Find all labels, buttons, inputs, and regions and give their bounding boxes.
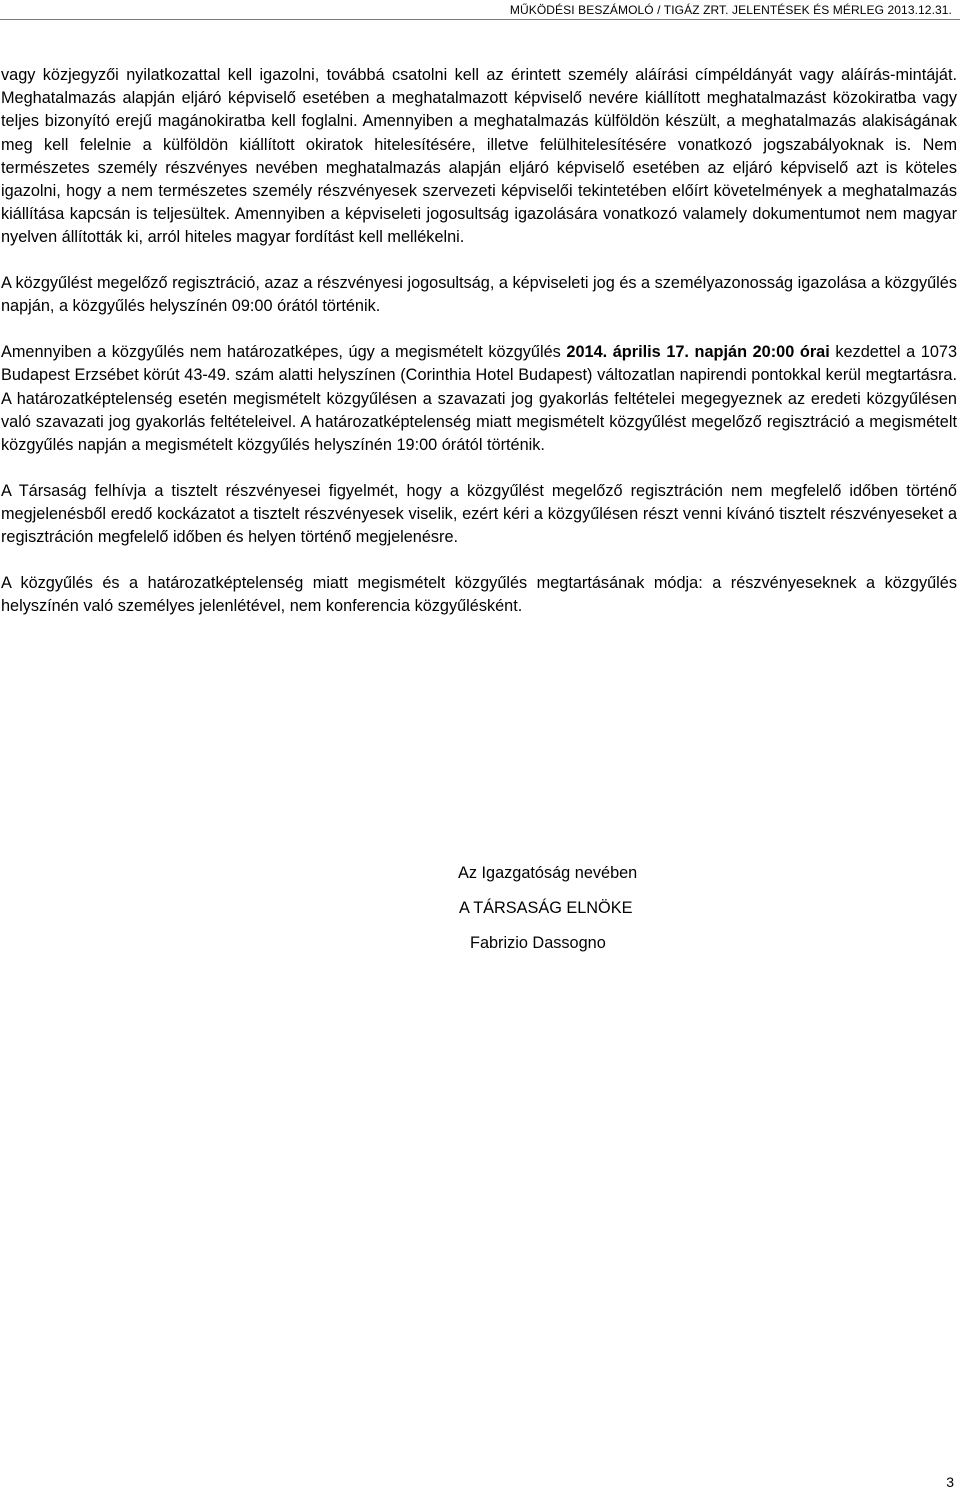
document-body	[1, 64, 957, 618]
paragraph-registration: A közgyűlést megelőző regisztráció, azaz a részvényesi jogosultság, a képviseleti jog és a személyazonosság igazolása a közgyűlés napján, a közgyűlés helyszínén 09:00 órától történik.	[1, 274, 957, 316]
signature-on-behalf: Az Igazgatóság nevében	[458, 864, 638, 882]
signature-name: Fabrizio Dassogno	[470, 934, 606, 952]
repeated-meeting-text-start: Amennyiben a közgyűlés nem határozatképes, úgy a megismételt közgyűlés	[1, 343, 567, 362]
page-header: MŰKÖDÉSI BESZÁMOLÓ / TIGÁZ ZRT. JELENTÉSEK ÉS MÉRLEG 2013.12.31.	[509, 3, 952, 17]
paragraph-attention-notice: A Társaság felhívja a tisztelt részvényesei figyelmét, hogy a közgyűlést megelőző regisztráción nem megfelelő időben történő megjelenésből eredő kockázatot a tisztelt részvényesek viselik, ezért kéri a közgyűlésen részt venni kívánó tisztelt részvényeseket a regisztráción megfelelő időben és helyen történő megjelenésre.	[1, 481, 957, 547]
repeated-meeting-date: 2014. április 17. napján 20:00 órai	[566, 343, 830, 362]
paragraph-repeated-meeting	[1, 341, 957, 457]
paragraph-meeting-mode: A közgyűlés és a határozatképtelenség miatt megismételt közgyűlés megtartásának módja: a részvényeseknek a közgyűlés helyszínén való személyes jelenlétével, nem konferencia közgyűlésként.	[1, 574, 957, 616]
repeated-meeting-text-end: kezdettel a 1073 Budapest Erzsébet körút 43-49. szám alatti helyszínen (Corinthia Hotel Budapest) változatlan napirendi pontokkal kerül megtartásra. A határozatképtelenség esetén megismételt közgyűlésen a szavazati jog gyakorlás feltételei megegyeznek az eredeti közgyűlésen való szavazati jog gyakorlás feltételeivel. A határozatképtelenség miatt megismételt közgyűlést megelőző regisztráció a megismételt közgyűlés napján a megismételt közgyűlés helyszínén 19:00 órától történik.	[1, 343, 958, 455]
paragraph-proxy-requirements: vagy közjegyzői nyilatkozattal kell igazolni, továbbá csatolni kell az érintett személy aláírási címpéldányát vagy aláírás-mintáját. Meghatalmazás alapján eljáró képviselő esetében a meghatalmazott képviselő nevére kiállított meghatalmazást közokiratba vagy teljes bizonyító erejű magánokiratba kell foglalni. Amennyiben a meghatalmazás külföldön készült, a meghatalmazás alakiságának meg kell felelnie a külföldön kiállított okiratok hitelesítésére, illetve felülhitelesítésére vonatkozó jogszabályoknak is. Nem természetes személy részvényes nevében meghatalmazás alapján eljáró képviselő esetében az eljáró képviselő azt is köteles igazolni, hogy a nem természetes személy részvényesek szervezeti képviselői tekintetében előírt követelmények a meghatalmazás kiállítása kapcsán is teljesültek. Amennyiben a képviseleti jogosultság igazolására vonatkozó valamely dokumentumot nem magyar nyelven állították ki, arról hiteles magyar fordítást kell mellékelni.	[1, 66, 957, 247]
signature-role: A TÁRSASÁG ELNÖKE	[459, 899, 633, 917]
header-divider	[0, 19, 960, 20]
page-number: 3	[946, 1474, 954, 1490]
